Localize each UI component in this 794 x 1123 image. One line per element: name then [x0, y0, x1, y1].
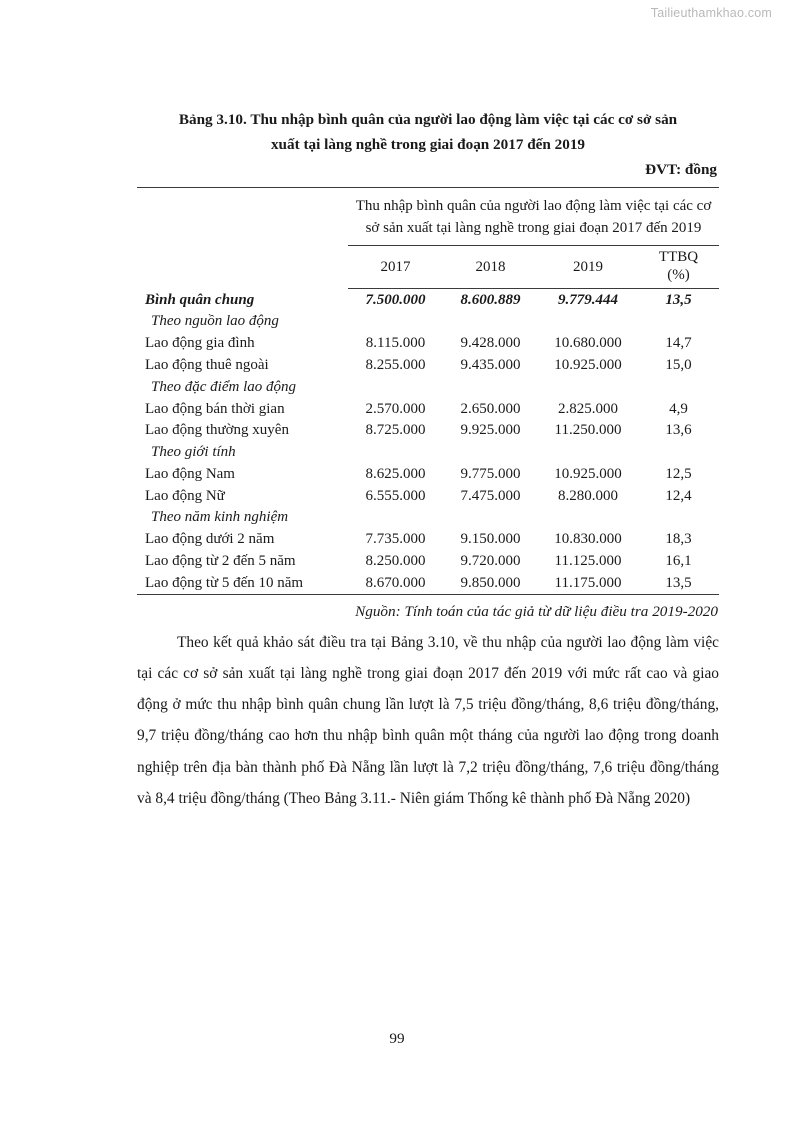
row-value-2019: 10.925.000: [554, 356, 622, 373]
group-header-spacer: [137, 188, 348, 245]
row-label: Lao động từ 2 đến 5 năm: [145, 552, 296, 569]
row-value-2017: 6.555.000: [365, 487, 426, 504]
row-label: Theo năm kinh nghiệm: [151, 509, 289, 526]
row-value-2019: 10.680.000: [554, 335, 622, 352]
row-label: Lao động gia đình: [145, 335, 255, 352]
row-value-2017: 7.735.000: [365, 531, 426, 548]
table-row: [137, 485, 719, 507]
table-row: [137, 507, 719, 529]
row-label: Lao động bán thời gian: [145, 400, 285, 417]
row-value-2017: [348, 376, 443, 398]
row-value-2018: 9.925.000: [460, 422, 521, 439]
row-value-2019: 9.779.444: [558, 291, 618, 308]
row-value-2017: 8.625.000: [365, 465, 426, 482]
row-value-ttbq: [638, 507, 719, 529]
page-content: [137, 108, 719, 814]
row-value-2019: 8.280.000: [558, 487, 618, 504]
column-header-2017: 2017: [380, 259, 411, 276]
row-value-2018: [443, 442, 538, 464]
table-row: [137, 311, 719, 333]
row-value-2019: 11.250.000: [554, 422, 622, 439]
row-value-2017: [348, 507, 443, 529]
row-label: Lao động từ 5 đến 10 năm: [145, 574, 304, 591]
row-value-2018: [443, 507, 538, 529]
row-value-ttbq: 12,5: [665, 465, 692, 482]
column-header-ttbq-line-1: TTBQ: [658, 248, 699, 265]
column-header-ttbq: [638, 246, 719, 289]
column-header-2018: 2018: [475, 259, 506, 276]
rule-cell: [538, 594, 638, 595]
table-source-note: Nguồn: Tính toán của tác giả từ dữ liệu điều tra 2019-2020: [355, 603, 718, 621]
table-caption-line-2: xuất tại làng nghề trong giai đoạn 2017 đến 2019: [270, 135, 586, 153]
row-label: Lao động thuê ngoài: [145, 356, 269, 373]
income-table: [137, 187, 719, 595]
table-row: [137, 398, 719, 420]
row-label: Lao động thường xuyên: [145, 422, 289, 439]
row-value-ttbq: 13,6: [665, 422, 692, 439]
row-label: Theo đặc điểm lao động: [151, 378, 296, 395]
row-label: Bình quân chung: [145, 291, 255, 308]
row-label: Lao động dưới 2 năm: [145, 531, 275, 548]
table-row: [137, 442, 719, 464]
row-value-ttbq: 14,7: [665, 335, 692, 352]
row-value-2018: 9.428.000: [460, 335, 521, 352]
row-value-2018: [443, 311, 538, 333]
table-row: [137, 529, 719, 551]
row-value-2018: 8.600.889: [460, 291, 521, 308]
row-value-2019: 11.175.000: [554, 574, 622, 591]
income-table-footer: [137, 594, 719, 595]
row-value-2018: 9.150.000: [460, 531, 521, 548]
body-paragraph: Theo kết quả khảo sát điều tra tại Bảng 3.10, về thu nhập của người lao động làm việc tại các cơ sở sản xuất tại làng nghề trong giai đoạn 2017 đến 2019 với mức rất cao và giao động ở mức thu nhập bình quân chung lần lượt là 7,5 triệu đồng/tháng, 8,6 triệu đồng/tháng, 9,7 triệu đồng/tháng cao hơn thu nhập bình quân một tháng của người lao động trong doanh nghiệp trên địa bàn thành phố Đà Nẵng lần lượt là 7,2 triệu đồng/tháng, 7,6 triệu đồng/tháng và 8,4 triệu đồng/tháng (Theo Bảng 3.11.- Niên giám Thống kê thành phố Đà Nẵng 2020): [137, 634, 719, 807]
table-row: [137, 289, 719, 311]
table-row: [137, 333, 719, 355]
row-value-2019: [538, 376, 638, 398]
row-value-2018: 9.435.000: [460, 356, 521, 373]
column-header-label-blank: [137, 246, 348, 289]
column-header-2019: 2019: [573, 259, 603, 276]
row-value-ttbq: 4,9: [669, 400, 688, 417]
row-label: Lao động Nữ: [145, 487, 225, 504]
row-value-2017: [348, 311, 443, 333]
row-value-ttbq: 12,4: [665, 487, 692, 504]
row-value-ttbq: [638, 311, 719, 333]
page-number: 99: [389, 1030, 405, 1047]
row-value-ttbq: [638, 376, 719, 398]
row-value-ttbq: [638, 442, 719, 464]
table-row: [137, 572, 719, 594]
table-row: [137, 420, 719, 442]
row-value-2019: [538, 311, 638, 333]
row-value-2019: 11.125.000: [554, 552, 622, 569]
row-label: Theo nguồn lao động: [151, 313, 279, 330]
row-value-ttbq: 16,1: [665, 552, 692, 569]
row-value-2017: 8.255.000: [365, 356, 426, 373]
row-value-2019: 10.830.000: [554, 531, 622, 548]
group-header-label: Thu nhập bình quân của người lao động làm việc tại các cơ sở sản xuất tại làng nghề trong giai đoạn 2017 đến 2019: [355, 198, 712, 236]
row-value-ttbq: 13,5: [665, 574, 692, 591]
row-value-2017: 8.115.000: [365, 335, 426, 352]
table-caption-line-1: Bảng 3.10. Thu nhập bình quân của người lao động làm việc tại các cơ sở sản: [178, 111, 678, 128]
table-rule-bottom: [137, 594, 719, 595]
income-table-data-rows: [137, 289, 719, 594]
table-group-header-row: [137, 188, 719, 245]
row-value-2017: [348, 442, 443, 464]
row-value-2019: [538, 507, 638, 529]
column-header-ttbq-line-2: (%): [667, 266, 690, 283]
row-label: Lao động Nam: [145, 465, 235, 482]
site-watermark: Tailieuthamkhao.com: [650, 6, 772, 20]
row-value-ttbq: 18,3: [665, 531, 692, 548]
rule-cell: [638, 594, 719, 595]
row-value-ttbq: 15,0: [665, 356, 692, 373]
table-row: [137, 355, 719, 377]
table-row: [137, 376, 719, 398]
row-value-2017: 7.500.000: [365, 291, 426, 308]
row-value-2018: 2.650.000: [460, 400, 521, 417]
row-label: Theo giới tính: [151, 444, 236, 461]
table-row: [137, 551, 719, 573]
row-value-2018: [443, 376, 538, 398]
table-caption: [137, 108, 719, 157]
row-value-2017: 8.725.000: [365, 422, 426, 439]
income-table-body: [137, 188, 719, 289]
row-value-2019: 10.925.000: [554, 465, 622, 482]
row-value-2018: 9.775.000: [460, 465, 521, 482]
row-value-2018: 9.850.000: [460, 574, 521, 591]
row-value-2017: 2.570.000: [365, 400, 426, 417]
row-value-2017: 8.250.000: [365, 552, 426, 569]
table-unit-label: ĐVT: đồng: [645, 161, 717, 179]
row-value-2018: 7.475.000: [460, 487, 521, 504]
row-value-ttbq: 13,5: [665, 291, 692, 308]
table-row: [137, 463, 719, 485]
row-value-2018: 9.720.000: [460, 552, 521, 569]
row-value-2019: [538, 442, 638, 464]
rule-cell: [137, 594, 348, 595]
row-value-2019: 2.825.000: [558, 400, 618, 417]
rule-cell: [348, 594, 443, 595]
rule-cell: [443, 594, 538, 595]
table-column-header-row: [137, 246, 719, 289]
row-value-2017: 8.670.000: [365, 574, 426, 591]
